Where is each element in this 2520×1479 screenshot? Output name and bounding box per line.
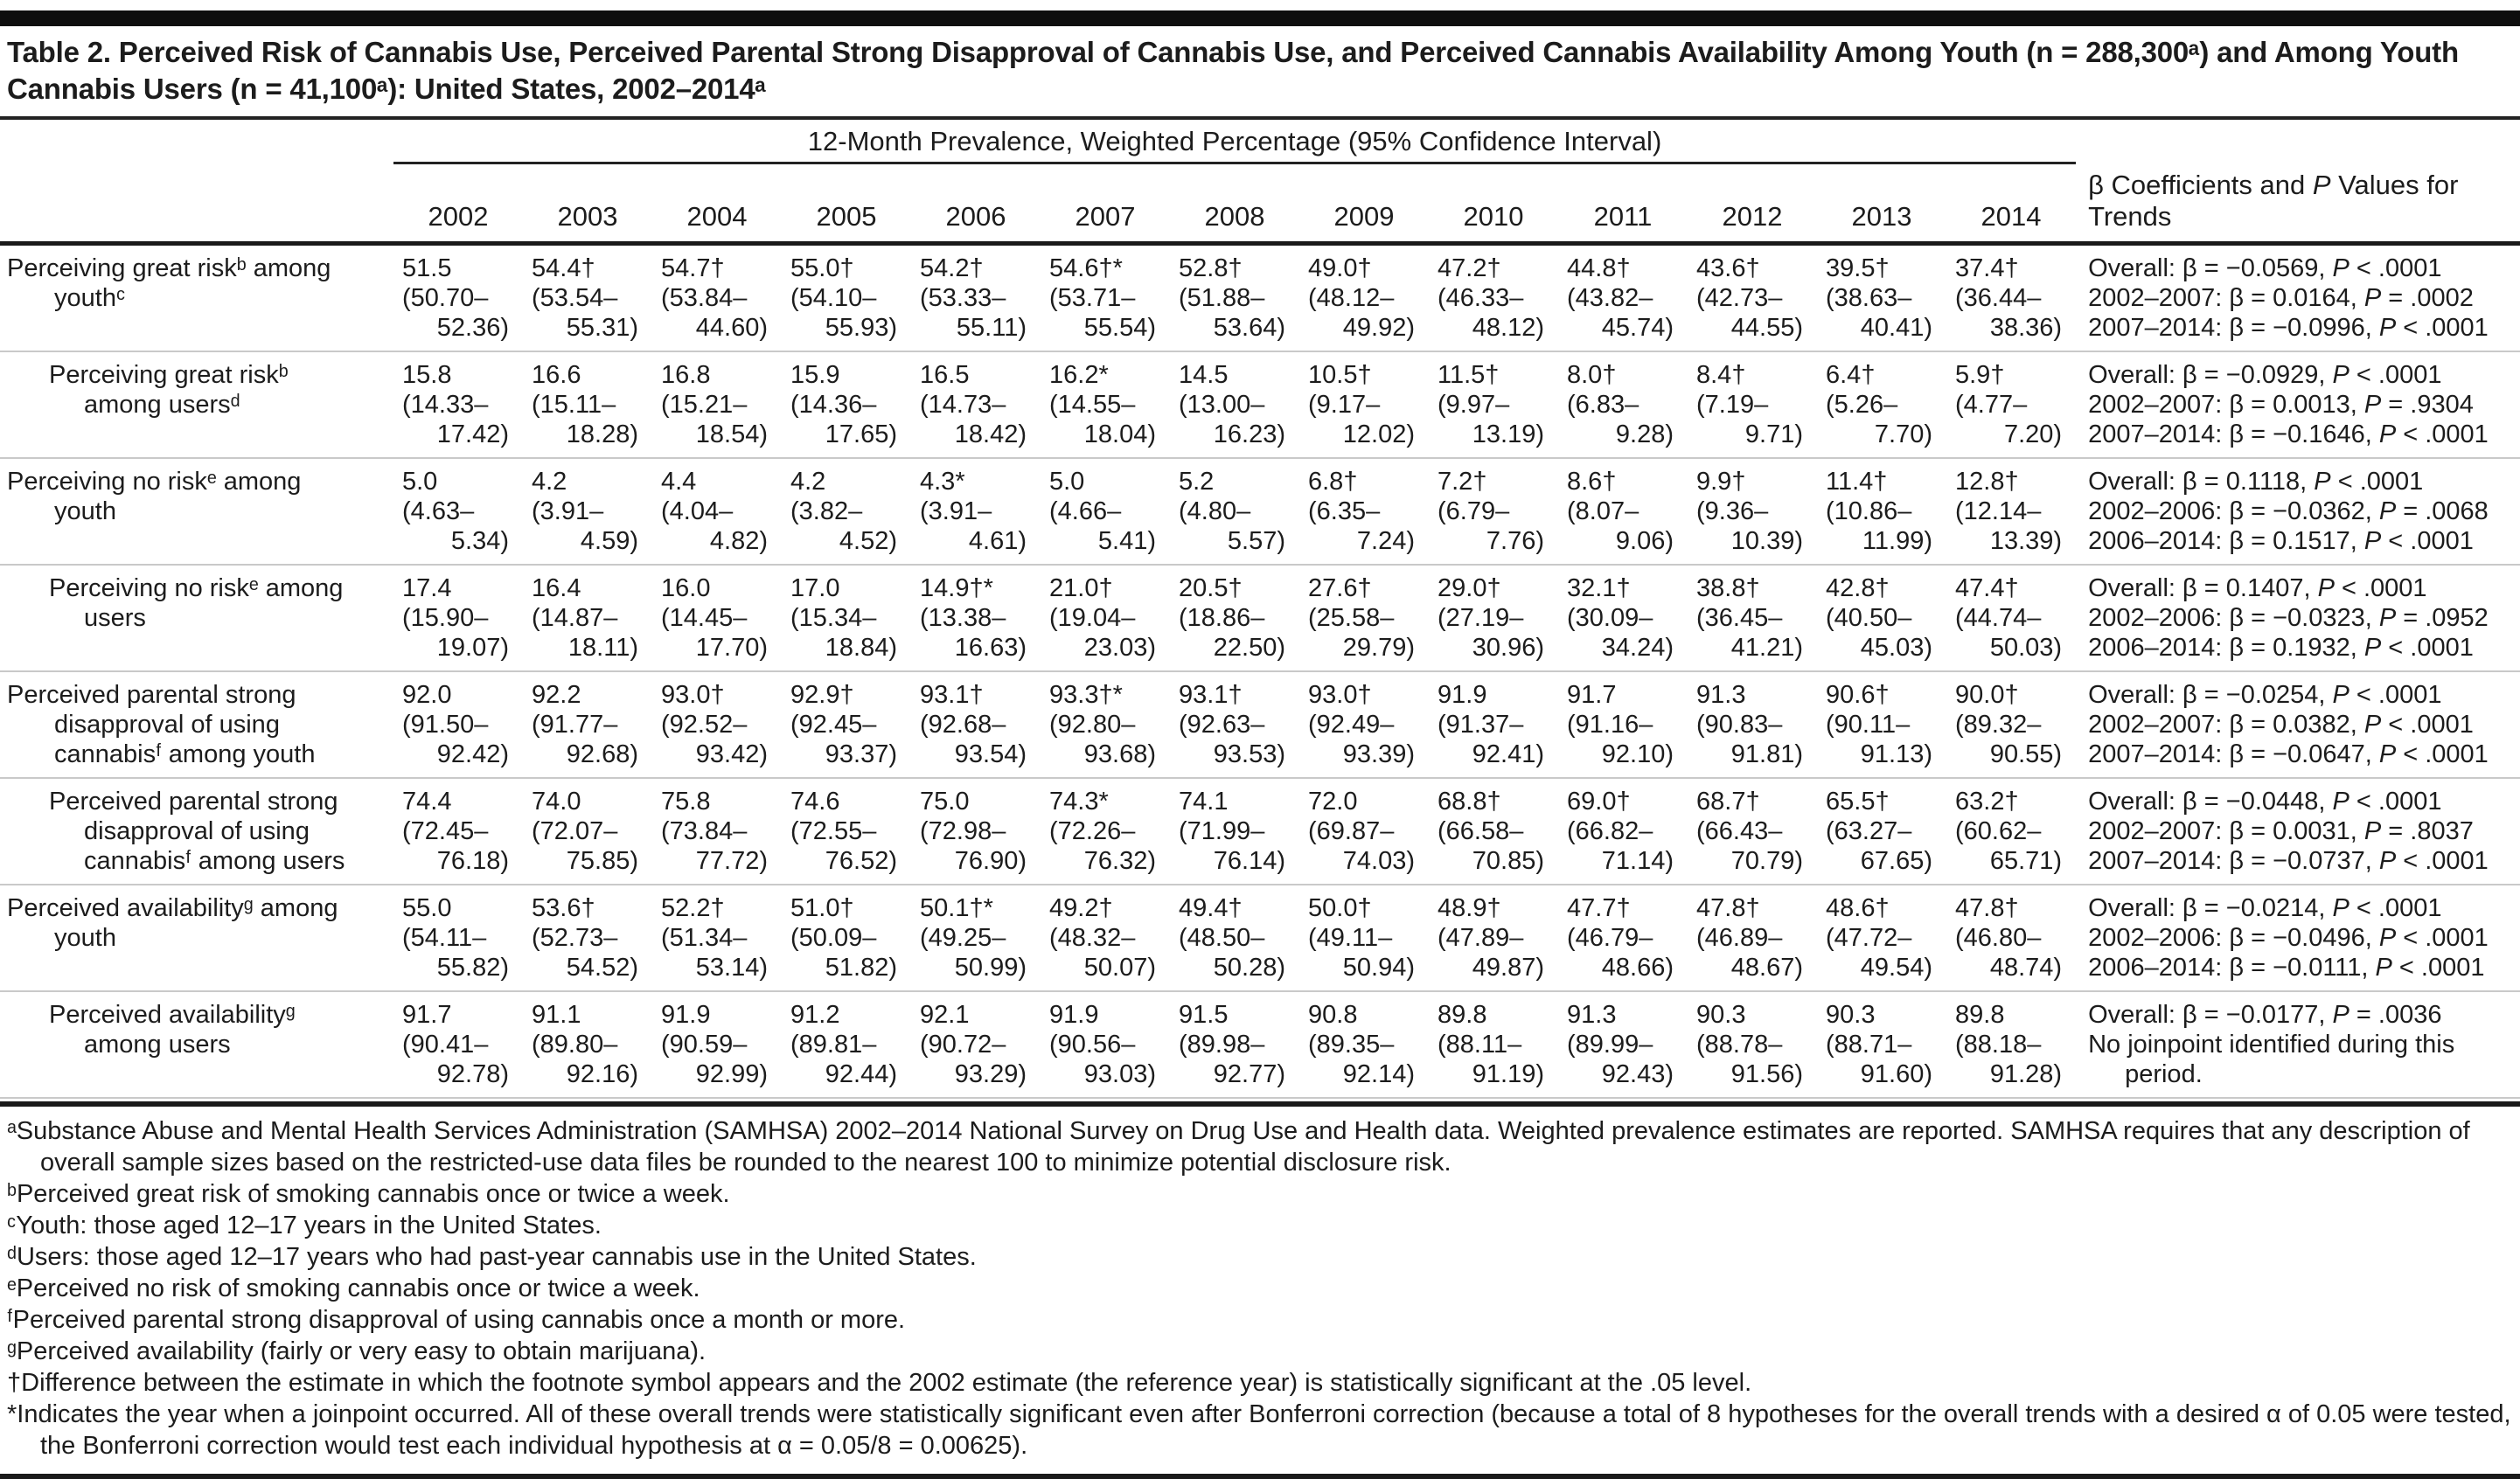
years-row <box>0 163 2520 244</box>
spanner-spacer-right <box>2076 118 2520 163</box>
estimate-cell: 91.9 (90.59– 92.99) <box>652 991 782 1098</box>
estimate-cell: 68.8† (66.58– 70.85) <box>1429 778 1558 885</box>
estimate-cell: 39.5† (38.63– 40.41) <box>1826 253 1932 342</box>
trends-cell: Overall: β = −0.0448, P < .0001 2002–2007: β = 0.0031, P = .8037 2007–2014: β = −0.0737, P < .0001 <box>2076 778 2520 885</box>
estimate-cell: 5.2 (4.80– 5.57) <box>1170 458 1299 565</box>
estimate-cell: 15.9 (14.36– 17.65) <box>782 351 911 458</box>
estimate-cell: 48.6† (47.72– 49.54) <box>1817 885 1946 991</box>
top-rule <box>0 10 2520 26</box>
spanner-row <box>0 118 2520 163</box>
estimate-cell: 15.8 (14.33– 17.42) <box>393 351 523 458</box>
trends-cell: Overall: β = 0.1118, P < .0001 2002–2006: β = −0.0362, P = .0068 2006–2014: β = 0.1517, P < .0001 <box>2076 458 2520 565</box>
estimate-cell: 91.1 (89.80– 92.16) <box>523 991 652 1098</box>
estimate-cell: 8.0† (6.83– 9.28) <box>1558 351 1688 458</box>
footnote: *Indicates the year when a joinpoint occurred. All of these overall trends were statistically significant even after Bonferroni correction (because a total of 8 hypotheses for the overall trends with a desired α of 0.05 were tested, the Bonferroni correction would test each individual hypothesis at α = 0.05/8 = 0.00625). <box>7 1399 2511 1460</box>
estimate-cell: 93.0† (92.52– 93.42) <box>652 671 782 778</box>
estimate-cell: 51.0† (50.09– 51.82) <box>782 885 911 991</box>
estimate-cell: 12.8† (12.14– 13.39) <box>1946 458 2076 565</box>
estimate-cell: 91.7 (91.16– 92.10) <box>1558 671 1688 778</box>
estimate-cell: 29.0† (27.19– 30.96) <box>1429 565 1558 671</box>
year-column-header: 2008 <box>1170 163 1299 244</box>
estimate-cell: 91.2 (89.81– 92.44) <box>782 991 911 1098</box>
estimate-cell: 4.3* (3.91– 4.61) <box>911 458 1041 565</box>
estimate-cell: 92.2 (91.77– 92.68) <box>523 671 652 778</box>
row-label: Perceiving no riskᵉ among youth <box>0 458 393 565</box>
estimate-cell: 16.2* (14.55– 18.04) <box>1041 351 1170 458</box>
row-label: Perceived availabilityᵍ among youth <box>0 885 393 991</box>
table-body <box>0 243 2520 1098</box>
estimate-cell: 74.6 (72.55– 76.52) <box>782 778 911 885</box>
spanner-spacer-left <box>0 118 393 163</box>
trends-cell: Overall: β = −0.0214, P < .0001 2002–2006: β = −0.0496, P < .0001 2006–2014: β = −0.0111, P < .0001 <box>2076 885 2520 991</box>
estimate-cell: 16.0 (14.45– 17.70) <box>652 565 782 671</box>
footnote: ᵃSubstance Abuse and Mental Health Services Administration (SAMHSA) 2002–2014 National Survey on Drug Use and Health data. Weighted prevalence estimates are reported. SAMHSA requires that any description of overall sample sizes based on the restricted-use data files be rounded to the nearest 100 to minimize potential disclosure risk. <box>7 1116 2470 1177</box>
year-column-header: 2014 <box>1946 163 2076 244</box>
footnote: ᶠPerceived parental strong disapproval of using cannabis once a month or more. <box>7 1305 906 1334</box>
footnote: †Difference between the estimate in which the footnote symbol appears and the 2002 estimate (the reference year) is statistically significant at the .05 level. <box>7 1368 1752 1397</box>
row-label: Perceived availabilityᵍ among users <box>0 991 393 1098</box>
estimate-cell: 74.1 (71.99– 76.14) <box>1170 778 1299 885</box>
footnote: ᵍPerceived availability (fairly or very easy to obtain marijuana). <box>7 1337 707 1365</box>
estimate-cell: 72.0 (69.87– 74.03) <box>1299 778 1429 885</box>
estimate-cell: 55.0 (54.11– 55.82) <box>393 885 523 991</box>
estimate-cell: 37.4† (36.44– 38.36) <box>1955 253 2063 342</box>
estimate-cell: 9.9† (9.36– 10.39) <box>1688 458 1817 565</box>
estimate-cell: 11.4† (10.86– 11.99) <box>1817 458 1946 565</box>
estimate-cell: 50.0† (49.11– 50.94) <box>1299 885 1429 991</box>
footnote: ᵇPerceived great risk of smoking cannabis once or twice a week. <box>7 1179 730 1208</box>
row-label: Perceived parental strong disapproval of using cannabisᶠ among users <box>0 778 393 885</box>
estimate-cell: 52.8† (51.88– 53.64) <box>1179 253 1285 342</box>
table-row <box>0 243 2520 351</box>
table-row <box>0 991 2520 1098</box>
footnote: ᶜYouth: those aged 12–17 years in the United States. <box>7 1211 602 1239</box>
estimate-cell: 47.4† (44.74– 50.03) <box>1946 565 2076 671</box>
trends-cell: Overall: β = 0.1407, P < .0001 2002–2006: β = −0.0323, P = .0952 2006–2014: β = 0.1932, P < .0001 <box>2076 565 2520 671</box>
estimate-cell: 75.0 (72.98– 76.90) <box>911 778 1041 885</box>
estimate-cell: 93.1† (92.68– 93.54) <box>911 671 1041 778</box>
estimate-cell: 89.8 (88.18– 91.28) <box>1946 991 2076 1098</box>
estimate-cell: 17.4 (15.90– 19.07) <box>393 565 523 671</box>
estimate-cell: 93.3†* (92.80– 93.68) <box>1041 671 1170 778</box>
table-row <box>0 778 2520 885</box>
table-title: Table 2. Perceived Risk of Cannabis Use, Perceived Parental Strong Disapproval of Cannabis Use, and Perceived Cannabis Availability Among Youth (n = 288,300ᵃ) and Among Youth Cannabis Users (n = 41,100ᵃ): United States, 2002–2014ᵃ <box>7 36 2459 105</box>
estimate-cell: 49.2† (48.32– 50.07) <box>1041 885 1170 991</box>
estimate-cell: 5.9† (4.77– 7.20) <box>1946 351 2076 458</box>
year-column-header: 2010 <box>1429 163 1558 244</box>
estimate-cell: 91.3 (89.99– 92.43) <box>1558 991 1688 1098</box>
year-column-header: 2003 <box>523 163 652 244</box>
table-header <box>0 118 2520 243</box>
estimate-cell: 42.8† (40.50– 45.03) <box>1817 565 1946 671</box>
page-root <box>0 10 2520 1479</box>
estimate-cell: 90.8 (89.35– 92.14) <box>1299 991 1429 1098</box>
estimate-cell: 91.9 (91.37– 92.41) <box>1429 671 1558 778</box>
estimate-cell: 16.8 (15.21– 18.54) <box>652 351 782 458</box>
estimate-cell: 90.3 (88.71– 91.60) <box>1817 991 1946 1098</box>
table-row <box>0 885 2520 991</box>
estimate-cell: 16.6 (15.11– 18.28) <box>523 351 652 458</box>
estimate-cell: 68.7† (66.43– 70.79) <box>1688 778 1817 885</box>
table-row <box>0 351 2520 458</box>
year-column-header: 2006 <box>911 163 1041 244</box>
prevalence-table <box>0 116 2520 1099</box>
estimate-cell: 91.7 (90.41– 92.78) <box>393 991 523 1098</box>
trends-cell: Overall: β = −0.0254, P < .0001 2002–2007: β = 0.0382, P < .0001 2007–2014: β = −0.0647, P < .0001 <box>2076 671 2520 778</box>
estimate-cell: 54.4† (53.54– 55.31) <box>532 253 638 342</box>
year-column-header: 2011 <box>1558 163 1688 244</box>
estimate-cell: 74.3* (72.26– 76.32) <box>1041 778 1170 885</box>
estimate-cell: 8.4† (7.19– 9.71) <box>1688 351 1817 458</box>
year-column-header: 2005 <box>782 163 911 244</box>
estimate-cell: 44.8† (43.82– 45.74) <box>1567 253 1674 342</box>
table-row <box>0 671 2520 778</box>
estimate-cell: 90.0† (89.32– 90.55) <box>1946 671 2076 778</box>
estimate-cell: 50.1†* (49.25– 50.99) <box>911 885 1041 991</box>
estimate-cell: 65.5† (63.27– 67.65) <box>1817 778 1946 885</box>
footnote: ᵉPerceived no risk of smoking cannabis once or twice a week. <box>7 1274 700 1302</box>
year-column-header: 2013 <box>1817 163 1946 244</box>
year-column-header: 2002 <box>393 163 523 244</box>
estimate-cell: 93.1† (92.63– 93.53) <box>1170 671 1299 778</box>
estimate-cell: 49.0† (48.12– 49.92) <box>1308 253 1415 342</box>
estimate-cell: 17.0 (15.34– 18.84) <box>782 565 911 671</box>
estimate-cell: 92.9† (92.45– 93.37) <box>782 671 911 778</box>
estimate-cell: 51.5 (50.70– 52.36) <box>402 253 509 342</box>
year-column-header: 2012 <box>1688 163 1817 244</box>
estimate-cell: 5.0 (4.63– 5.34) <box>393 458 523 565</box>
estimate-cell: 43.6† (42.73– 44.55) <box>1696 253 1803 342</box>
estimate-cell: 11.5† (9.97– 13.19) <box>1429 351 1558 458</box>
estimate-cell: 49.4† (48.50– 50.28) <box>1170 885 1299 991</box>
estimate-cell: 91.9 (90.56– 93.03) <box>1041 991 1170 1098</box>
estimate-cell: 6.8† (6.35– 7.24) <box>1299 458 1429 565</box>
estimate-cell: 16.5 (14.73– 18.42) <box>911 351 1041 458</box>
estimate-cell: 27.6† (25.58– 29.79) <box>1299 565 1429 671</box>
trends-cell: Overall: β = −0.0177, P = .0036 No joinpoint identified during this period. <box>2076 991 2520 1098</box>
estimate-cell: 74.4 (72.45– 76.18) <box>393 778 523 885</box>
estimate-cell: 14.5 (13.00– 16.23) <box>1170 351 1299 458</box>
estimate-cell: 4.4 (4.04– 4.82) <box>652 458 782 565</box>
estimate-cell: 75.8 (73.84– 77.72) <box>652 778 782 885</box>
bottom-rule <box>0 1474 2520 1479</box>
estimate-cell: 6.4† (5.26– 7.70) <box>1817 351 1946 458</box>
estimate-cell: 54.2† (53.33– 55.11) <box>920 253 1027 342</box>
estimate-cell: 47.8† (46.80– 48.74) <box>1946 885 2076 991</box>
estimate-cell: 14.9†* (13.38– 16.63) <box>911 565 1041 671</box>
estimate-cell: 52.2† (51.34– 53.14) <box>652 885 782 991</box>
estimate-cell: 63.2† (60.62– 65.71) <box>1946 778 2076 885</box>
estimate-cell: 32.1† (30.09– 34.24) <box>1558 565 1688 671</box>
estimate-cell: 93.0† (92.49– 93.39) <box>1299 671 1429 778</box>
estimate-cell: 5.0 (4.66– 5.41) <box>1041 458 1170 565</box>
estimate-cell: 8.6† (8.07– 9.06) <box>1558 458 1688 565</box>
row-label: Perceiving great riskᵇ among youthᶜ <box>7 253 331 312</box>
trends-cell: Overall: β = −0.0929, P < .0001 2002–2007: β = 0.0013, P = .9304 2007–2014: β = −0.1646, P < .0001 <box>2076 351 2520 458</box>
estimate-cell: 91.5 (89.98– 92.77) <box>1170 991 1299 1098</box>
footnotes-section <box>0 1101 2520 1470</box>
year-column-header: 2009 <box>1299 163 1429 244</box>
estimate-cell: 69.0† (66.82– 71.14) <box>1558 778 1688 885</box>
estimate-cell: 16.4 (14.87– 18.11) <box>523 565 652 671</box>
estimate-cell: 21.0† (19.04– 23.03) <box>1041 565 1170 671</box>
estimate-cell: 92.1 (90.72– 93.29) <box>911 991 1041 1098</box>
year-column-header: 2007 <box>1041 163 1170 244</box>
estimate-cell: 53.6† (52.73– 54.52) <box>523 885 652 991</box>
estimate-cell: 92.0 (91.50– 92.42) <box>393 671 523 778</box>
table-row <box>0 565 2520 671</box>
row-label: Perceiving no riskᵉ among users <box>0 565 393 671</box>
estimate-cell: 54.6†* (53.71– 55.54) <box>1049 253 1156 342</box>
row-label: Perceiving great riskᵇ among usersᵈ <box>0 351 393 458</box>
estimate-cell: 38.8† (36.45– 41.21) <box>1688 565 1817 671</box>
estimate-cell: 47.8† (46.89– 48.67) <box>1688 885 1817 991</box>
estimate-cell: 4.2 (3.91– 4.59) <box>523 458 652 565</box>
estimate-cell: 90.6† (90.11– 91.13) <box>1817 671 1946 778</box>
year-column-header: 2004 <box>652 163 782 244</box>
estimate-cell: 47.7† (46.79– 48.66) <box>1558 885 1688 991</box>
trends-column-header: β Coefficients and P Values for Trends <box>2076 163 2520 244</box>
prevalence-spanner-header: 12-Month Prevalence, Weighted Percentage (95% Confidence Interval) <box>393 118 2076 163</box>
estimate-cell: 47.2† (46.33– 48.12) <box>1438 253 1544 342</box>
estimate-cell: 48.9† (47.89– 49.87) <box>1429 885 1558 991</box>
row-label: Perceived parental strong disapproval of using cannabisᶠ among youth <box>0 671 393 778</box>
estimate-cell: 20.5† (18.86– 22.50) <box>1170 565 1299 671</box>
label-column-header <box>0 163 393 244</box>
estimate-cell: 74.0 (72.07– 75.85) <box>523 778 652 885</box>
estimate-cell: 90.3 (88.78– 91.56) <box>1688 991 1817 1098</box>
estimate-cell: 55.0† (54.10– 55.93) <box>790 253 897 342</box>
estimate-cell: 91.3 (90.83– 91.81) <box>1688 671 1817 778</box>
estimate-cell: 10.5† (9.17– 12.02) <box>1299 351 1429 458</box>
estimate-cell: 7.2† (6.79– 7.76) <box>1429 458 1558 565</box>
trends-cell: Overall: β = −0.0569, P < .0001 2002–2007: β = 0.0164, P = .0002 2007–2014: β = −0.0996, P < .0001 <box>2088 253 2489 342</box>
estimate-cell: 54.7† (53.84– 44.60) <box>661 253 768 342</box>
footnote: ᵈUsers: those aged 12–17 years who had past-year cannabis use in the United States. <box>7 1242 977 1271</box>
estimate-cell: 4.2 (3.82– 4.52) <box>782 458 911 565</box>
table-row <box>0 458 2520 565</box>
estimate-cell: 89.8 (88.11– 91.19) <box>1429 991 1558 1098</box>
